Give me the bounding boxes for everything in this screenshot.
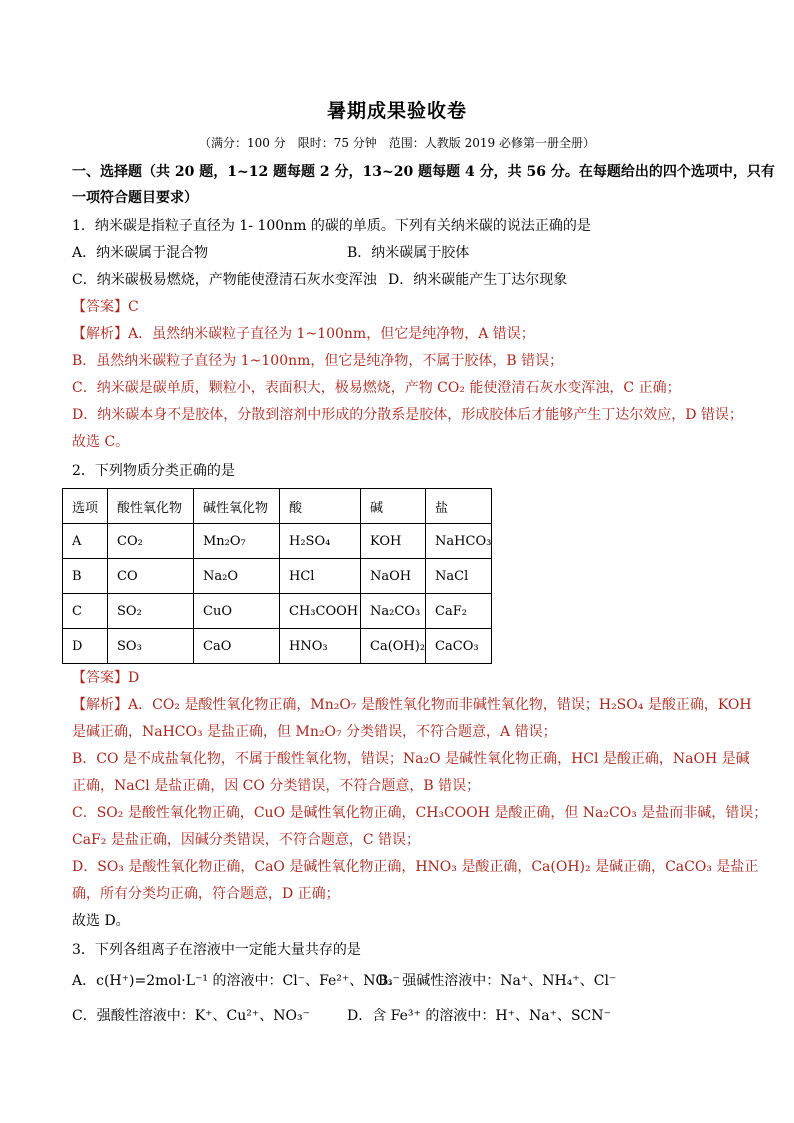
q2-analysis-line: 正确，NaCl 是盐正确，因 CO 分类错误，不符合题意，B 错误； bbox=[72, 778, 481, 794]
q1-option-d: D．纳米碳能产生丁达尔现象 bbox=[388, 272, 568, 288]
page-subtitle: （满分：100 分 限时：75 分钟 范围：人教版 2019 必修第一册全册） bbox=[199, 136, 595, 150]
table-cell: NaOH bbox=[361, 559, 426, 594]
table-cell: Na₂O bbox=[194, 559, 280, 594]
q2-stem: 2．下列物质分类正确的是 bbox=[72, 463, 235, 479]
table-cell: H₂SO₄ bbox=[280, 524, 361, 559]
q1-option-b: B．纳米碳属于胶体 bbox=[347, 245, 470, 261]
table-cell: Mn₂O₇ bbox=[194, 524, 280, 559]
table-cell: Ca(OH)₂ bbox=[361, 629, 426, 664]
q3-option-a: A．c(H⁺)=2mol·L⁻¹ 的溶液中：Cl⁻、Fe²⁺、NO₃⁻ bbox=[72, 973, 401, 989]
table-cell: Na₂CO₃ bbox=[361, 594, 426, 629]
q2-analysis-line: D．SO₃ 是酸性氧化物正确，CaO 是碱性氧化物正确，HNO₃ 是酸正确，Ca(OH)₂ 是碱正确，CaCO₃ 是盐正 bbox=[72, 859, 759, 875]
table-cell: CuO bbox=[194, 594, 280, 629]
q2-analysis-line: 是碱正确，NaHCO₃ 是盐正确，但 Mn₂O₇ 分类错误，不符合题意，A 错误； bbox=[72, 724, 557, 740]
q2-analysis-line: 【解析】A．CO₂ 是酸性氧化物正确，Mn₂O₇ 是酸性氧化物而非碱性氧化物，错误；H₂SO₄ 是酸正确，KOH bbox=[72, 697, 752, 713]
q2-analysis-line: C．SO₂ 是酸性氧化物正确，CuO 是碱性氧化物正确，CH₃COOH 是酸正确，但 Na₂CO₃ 是盐而非碱，错误； bbox=[72, 805, 768, 821]
table-cell: KOH bbox=[361, 524, 426, 559]
table-row bbox=[63, 524, 492, 559]
table-cell: NaCl bbox=[426, 559, 492, 594]
q2-analysis-line: 故选 D。 bbox=[72, 913, 130, 929]
table-cell: SO₃ bbox=[108, 629, 194, 664]
q2-analysis-line: CaF₂ 是盐正确，因碱分类错误，不符合题意，C 错误； bbox=[72, 832, 420, 848]
table-cell: CO₂ bbox=[108, 524, 194, 559]
table-cell: HCl bbox=[280, 559, 361, 594]
table-cell: CaCO₃ bbox=[426, 629, 492, 664]
q2-analysis-line: 确，所有分类均正确，符合题意，D 正确； bbox=[72, 886, 340, 902]
table-cell: SO₂ bbox=[108, 594, 194, 629]
table-cell: CH₃COOH bbox=[280, 594, 361, 629]
page-title: 暑期成果验收卷 bbox=[326, 100, 467, 122]
table-row bbox=[63, 629, 492, 664]
q3-option-b: B．强碱性溶液中：Na⁺、NH₄⁺、Cl⁻ bbox=[378, 973, 617, 989]
table-cell: A bbox=[63, 524, 108, 559]
classification-table bbox=[62, 488, 492, 664]
q3-stem: 3．下列各组离子在溶液中一定能大量共存的是 bbox=[72, 942, 361, 958]
q2-analysis-line: B．CO 是不成盐氧化物，不属于酸性氧化物，错误；Na₂O 是碱性氧化物正确，HCl 是酸正确，NaOH 是碱 bbox=[72, 751, 750, 767]
table-header-cell: 酸性氧化物 bbox=[108, 489, 194, 524]
table-header-row bbox=[63, 489, 492, 524]
table-cell: B bbox=[63, 559, 108, 594]
table-cell: D bbox=[63, 629, 108, 664]
table-header-cell: 碱 bbox=[361, 489, 426, 524]
table-header-cell: 选项 bbox=[63, 489, 108, 524]
q3-option-c: C．强酸性溶液中：K⁺、Cu²⁺、NO₃⁻ bbox=[72, 1008, 311, 1024]
q1-analysis-line: B．虽然纳米碳粒子直径为 1~100nm，但它是纯净物，不属于胶体，B 错误； bbox=[72, 353, 564, 369]
table-header-cell: 酸 bbox=[280, 489, 361, 524]
table-row bbox=[63, 594, 492, 629]
q1-answer: 【答案】C bbox=[72, 299, 139, 315]
table-row bbox=[63, 559, 492, 594]
q1-analysis-line: D．纳米碳本身不是胶体，分散到溶剂中形成的分散系是胶体，形成胶体后才能够产生丁达尔效应，D 错误； bbox=[72, 407, 743, 423]
q1-analysis-line: C．纳米碳是碳单质，颗粒小，表面积大，极易燃烧，产物 CO₂ 能使澄清石灰水变浑浊，C 正确； bbox=[72, 380, 681, 396]
q3-option-d: D．含 Fe³⁺ 的溶液中：H⁺、Na⁺、SCN⁻ bbox=[347, 1008, 611, 1024]
section-intro-line2: 一项符合题目要求） bbox=[72, 190, 198, 206]
table-header-cell: 盐 bbox=[426, 489, 492, 524]
q2-answer: 【答案】D bbox=[72, 670, 140, 686]
q1-option-c: C．纳米碳极易燃烧，产物能使澄清石灰水变浑浊 bbox=[72, 272, 377, 288]
table-cell: CaF₂ bbox=[426, 594, 492, 629]
section-intro-line1: 一、选择题（共 20 题，1~12 题每题 2 分，13~20 题每题 4 分，共 56 分。在每题给出的四个选项中，只有 bbox=[72, 164, 775, 180]
q1-option-a: A．纳米碳属于混合物 bbox=[72, 245, 209, 261]
table-cell: C bbox=[63, 594, 108, 629]
table-cell: NaHCO₃ bbox=[426, 524, 492, 559]
table-cell: CO bbox=[108, 559, 194, 594]
q1-analysis-line: 【解析】A．虽然纳米碳粒子直径为 1~100nm，但它是纯净物，A 错误； bbox=[72, 326, 535, 342]
table-header-cell: 碱性氧化物 bbox=[194, 489, 280, 524]
q1-analysis-line: 故选 C。 bbox=[72, 434, 130, 450]
table-cell: CaO bbox=[194, 629, 280, 664]
table-cell: HNO₃ bbox=[280, 629, 361, 664]
q1-stem: 1．纳米碳是指粒子直径为 1- 100nm 的碳的单质。下列有关纳米碳的说法正确的是 bbox=[72, 218, 591, 234]
